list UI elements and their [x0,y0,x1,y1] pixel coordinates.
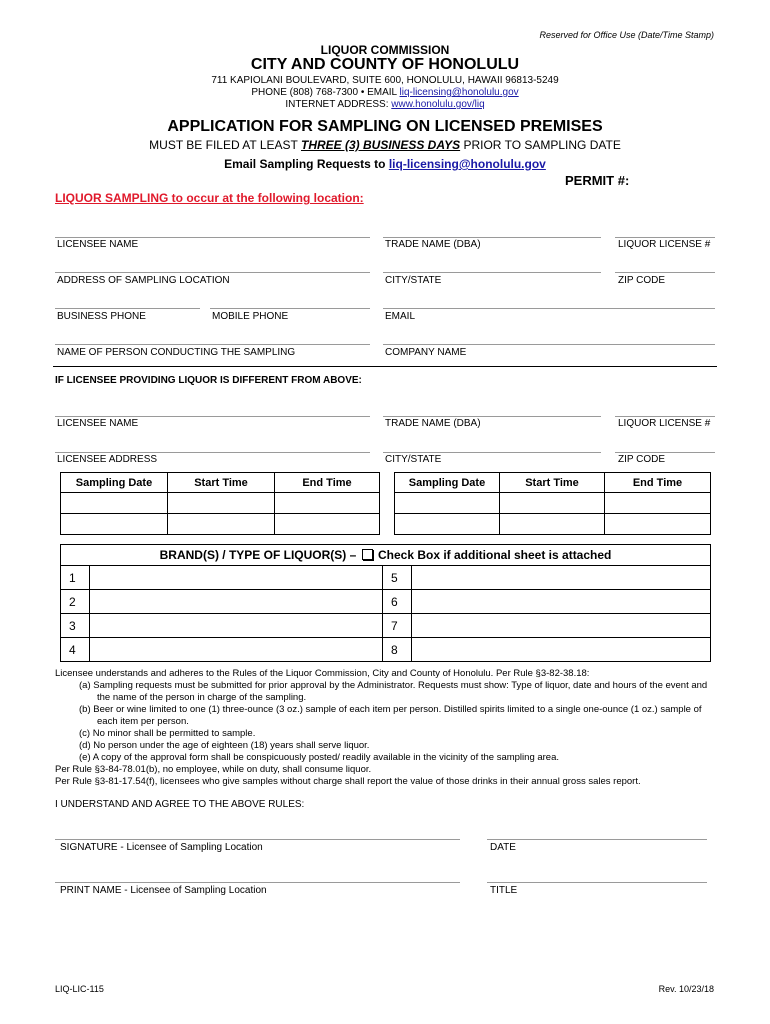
date-field[interactable] [487,839,707,840]
city-title: CITY AND COUNTY OF HONOLULU [250,56,520,73]
signature-label: SIGNATURE - Licensee of Sampling Location [60,842,263,853]
brand-number: 7 [383,614,412,638]
brand-number: 5 [383,566,412,590]
liquor-license-label: LIQUOR LICENSE # [618,239,711,250]
rule-a: (a) Sampling requests must be submitted for prior approval by the Administrator. Requests must show: Type of liquor, date and hours of the event and the name of the person in charge of the sampling. [79,680,708,703]
liquor-license2-label: LIQUOR LICENSE # [618,418,711,429]
signature-field[interactable] [55,839,460,840]
brand-number: 8 [383,638,412,662]
city-state2-field[interactable] [383,452,601,453]
brand-entry[interactable] [412,566,711,590]
email-request-link[interactable]: liq-licensing@honolulu.gov [388,157,546,171]
reserved-stamp-note: Reserved for Office Use (Date/Time Stamp) [539,30,714,40]
website-link[interactable]: www.honolulu.gov/liq [391,99,485,110]
permit-number-label: PERMIT #: [565,173,630,188]
rule-c: (c) No minor shall be permitted to sample. [79,728,256,739]
rule-gross-sales: Per Rule §3-81-17.54(f), licensees who give samples without charge shall report the value of those drinks in their annual gross sales report. [55,776,641,787]
end-cell[interactable] [275,514,380,535]
location-heading: LIQUOR SAMPLING to occur at the following location: [55,191,364,205]
rules-intro: Licensee understands and adheres to the Rules of the Liquor Commission, City and County of Honolulu. Per Rule §3-82-38.18: [55,668,590,679]
brand-entry[interactable] [412,590,711,614]
start-cell[interactable] [168,514,275,535]
person-conducting-label: NAME OF PERSON CONDUCTING THE SAMPLING [57,347,296,358]
licensee-name2-field[interactable] [55,416,370,417]
brands-header [61,545,711,566]
licensee-name-field[interactable] [55,237,370,238]
internet-text: INTERNET ADDRESS: [285,99,392,110]
business-phone-field[interactable] [55,308,200,309]
additional-sheet-checkbox[interactable] [362,549,373,560]
must-emphasis: THREE (3) BUSINESS DAYS [300,138,461,152]
email-label: EMAIL [385,311,416,322]
licensee-name-label: LICENSEE NAME [57,239,139,250]
application-title: APPLICATION FOR SAMPLING ON LICENSED PREMISES [167,118,603,135]
city-state-field[interactable] [383,272,601,273]
address-location-label: ADDRESS OF SAMPLING LOCATION [57,275,230,286]
date-cell[interactable] [61,493,168,514]
brand-entry[interactable] [90,614,383,638]
date-cell[interactable] [395,514,500,535]
brand-entry[interactable] [90,590,383,614]
company-name-field[interactable] [383,344,715,345]
sampling-times-table-right [394,472,711,535]
zip-code2-field[interactable] [615,452,715,453]
zip-code2-label: ZIP CODE [618,454,666,465]
licensee-address-field[interactable] [55,452,370,453]
filing-deadline [0,138,770,152]
title-field[interactable] [487,882,707,883]
address-line: 711 KAPIOLANI BOULEVARD, SUITE 600, HONOLULU, HAWAII 96813-5249 [211,75,559,86]
brand-entry[interactable] [90,638,383,662]
trade-name-field[interactable] [383,237,601,238]
licensee-name2-label: LICENSEE NAME [57,418,139,429]
start-time-header: Start Time [168,473,275,493]
agree-statement: I UNDERSTAND AND AGREE TO THE ABOVE RULES: [55,799,305,810]
end-cell[interactable] [275,493,380,514]
brand-number: 1 [61,566,90,590]
brand-entry[interactable] [412,638,711,662]
trade-name2-field[interactable] [383,416,601,417]
end-cell[interactable] [605,514,711,535]
company-name-label: COMPANY NAME [385,347,467,358]
brand-number: 2 [61,590,90,614]
zip-code-label: ZIP CODE [618,275,666,286]
revision-date: Rev. 10/23/18 [658,984,714,994]
rule-d: (d) No person under the age of eighteen (18) years shall serve liquor. [79,740,370,751]
section-divider [53,366,717,367]
liquor-license2-field[interactable] [615,416,715,417]
rule-employee: Per Rule §3-84-78.01(b), no employee, while on duty, shall consume liquor. [55,764,372,775]
rule-b: (b) Beer or wine limited to one (1) three-ounce (3 oz.) sample of each item per person. Distilled spirits limited to a single one-ounce (1 oz.) sample of each item per person. [79,704,702,727]
end-time-header: End Time [605,473,711,493]
brand-number: 3 [61,614,90,638]
commission-title: LIQUOR COMMISSION [320,43,450,57]
end-time-header: End Time [275,473,380,493]
mobile-phone-field[interactable] [210,308,370,309]
different-licensee-heading: IF LICENSEE PROVIDING LIQUOR IS DIFFERENT FROM ABOVE: [55,375,362,386]
form-number: LIQ-LIC-115 [55,984,104,994]
city-state2-label: CITY/STATE [385,454,442,465]
liquor-license-field[interactable] [615,237,715,238]
brand-number: 6 [383,590,412,614]
rules-section [55,668,715,788]
email-request-line [0,157,770,171]
email-field[interactable] [383,308,715,309]
brand-entry[interactable] [90,566,383,590]
trade-name2-label: TRADE NAME (DBA) [385,418,481,429]
title-label: TITLE [490,885,518,896]
person-conducting-field[interactable] [55,344,370,345]
print-name-label: PRINT NAME - Licensee of Sampling Location [60,885,267,896]
licensee-address-label: LICENSEE ADDRESS [57,454,158,465]
sampling-date-header: Sampling Date [61,473,168,493]
brands-table [60,544,711,662]
address-location-field[interactable] [55,272,370,273]
start-cell[interactable] [168,493,275,514]
sampling-date-header: Sampling Date [395,473,500,493]
brand-number: 4 [61,638,90,662]
business-phone-label: BUSINESS PHONE [57,311,146,322]
internet-line [0,98,770,111]
zip-code-field[interactable] [615,272,715,273]
start-cell[interactable] [500,493,605,514]
rule-e: (e) A copy of the approval form shall be conspicuously posted/ readily available in the vicinity of the sampling area. [79,752,560,763]
print-name-field[interactable] [55,882,460,883]
start-cell[interactable] [500,514,605,535]
sampling-times-table-left [60,472,380,535]
phone-text: PHONE (808) 768-7300 • EMAIL [251,87,400,98]
brand-entry[interactable] [412,614,711,638]
end-cell[interactable] [605,493,711,514]
email-link[interactable]: liq-licensing@honolulu.gov [399,87,519,98]
must-post: PRIOR TO SAMPLING DATE [460,138,621,152]
mobile-phone-label: MOBILE PHONE [212,311,289,322]
start-time-header: Start Time [500,473,605,493]
must-pre: MUST BE FILED AT LEAST [149,138,301,152]
date-label: DATE [490,842,516,853]
brands-header-note: Check Box if additional sheet is attached [374,548,612,562]
email-request-text: Email Sampling Requests to [224,157,389,171]
date-cell[interactable] [61,514,168,535]
trade-name-label: TRADE NAME (DBA) [385,239,481,250]
date-cell[interactable] [395,493,500,514]
city-state-label: CITY/STATE [385,275,442,286]
brands-header-text: BRAND(S) / TYPE OF LIQUOR(S) – [159,548,360,562]
